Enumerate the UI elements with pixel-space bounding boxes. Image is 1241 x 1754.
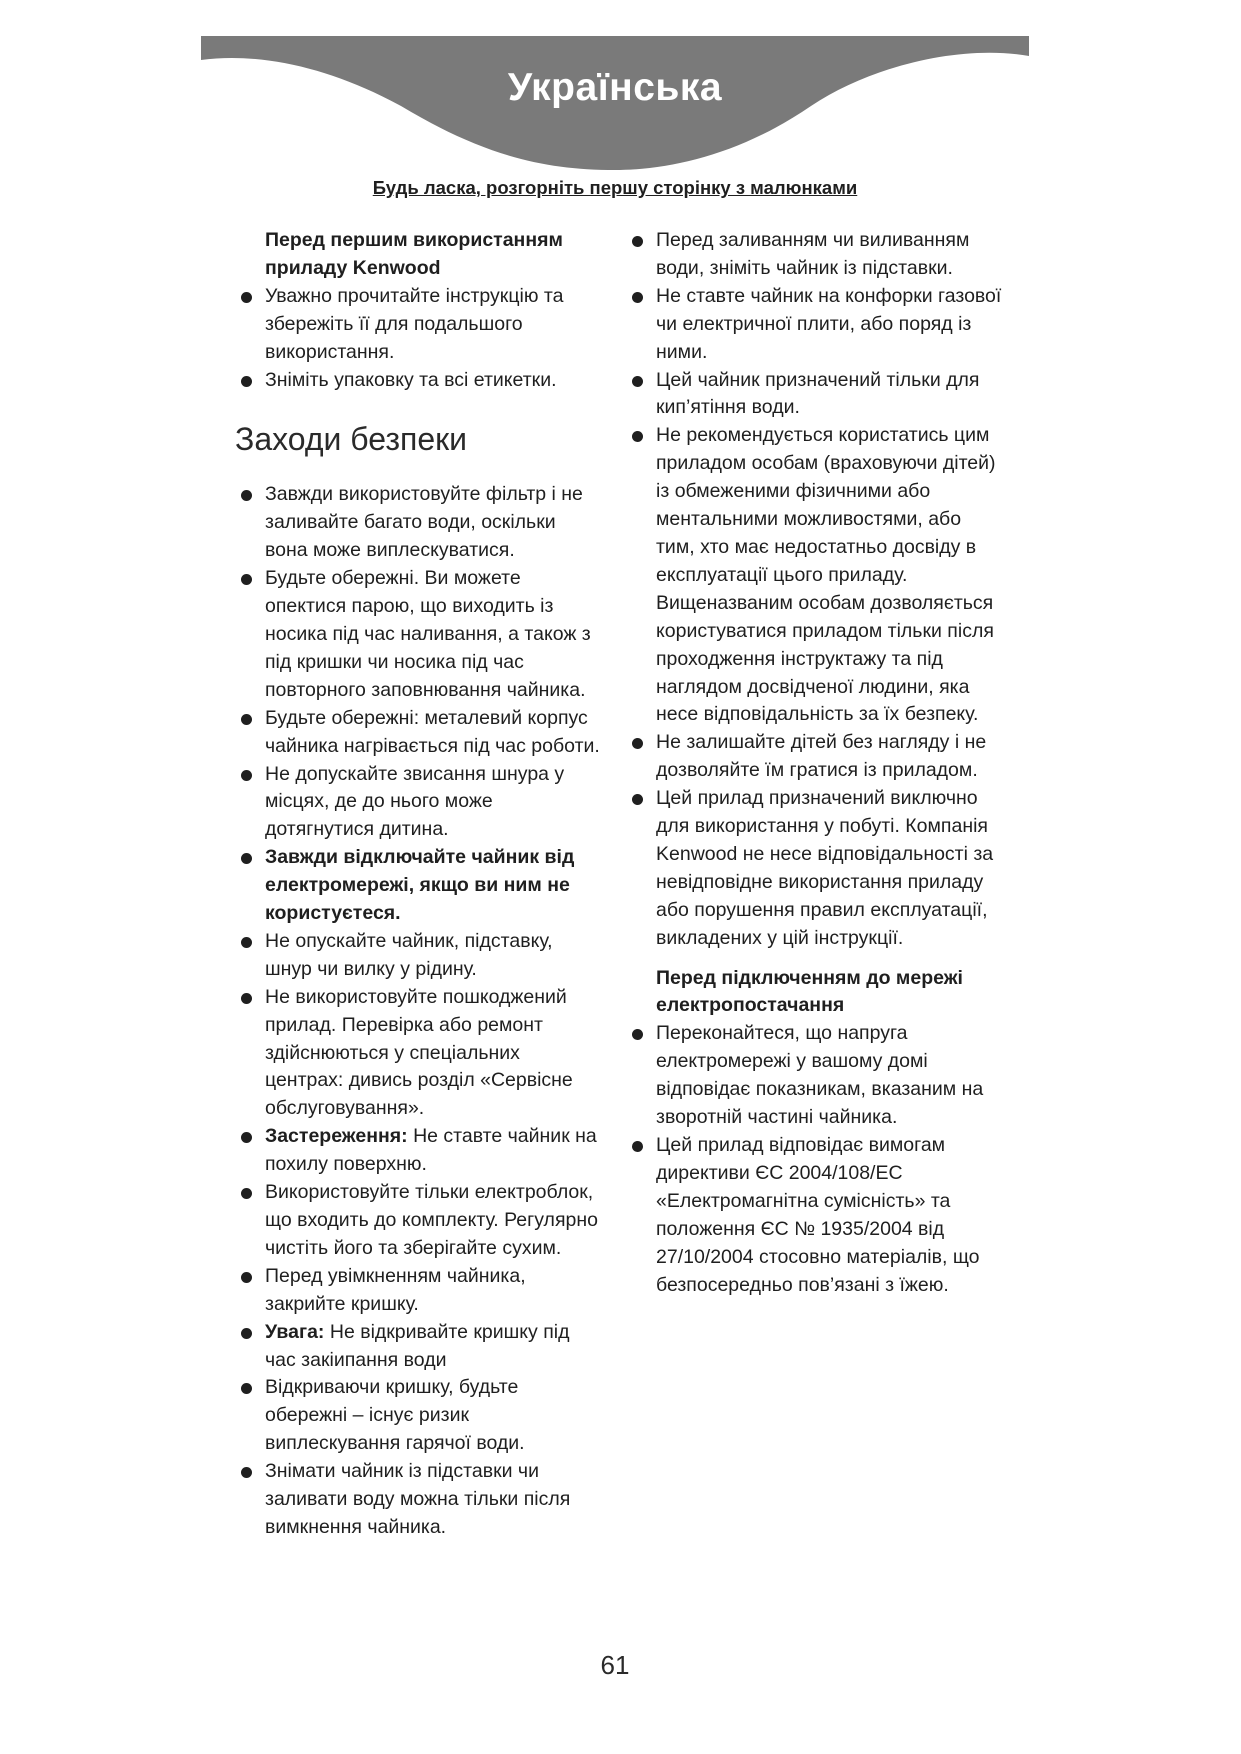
warning-label: Застереження: [265, 1125, 408, 1148]
list-item: Використовуйте тільки електроблок, що входить до комплекту. Регулярно чистіть його та зберігайте сухим. [243, 1179, 603, 1263]
spacer [634, 953, 1004, 965]
safety-title: Заходи безпеки [235, 421, 468, 458]
bullet-icon [241, 937, 252, 948]
list-item: Перед заливанням чи виливанням води, зніміть чайник із підставки. [634, 227, 1004, 283]
list-item: Не опускайте чайник, підставку, шнур чи вилку у рідину. [243, 928, 603, 984]
list-item: Відкриваючи кришку, будьте обережні – існує ризик виплескування гарячої води. [243, 1374, 603, 1458]
intro-list [243, 283, 603, 395]
right-column [634, 227, 1004, 1299]
bullet-icon [632, 1141, 643, 1152]
bullet-icon [632, 794, 643, 805]
bullet-icon [241, 376, 252, 387]
list-item: Цей прилад відповідає вимогам директиви ЄС 2004/108/ЕС «Електромагнітна сумісність» та положення ЄС № 1935/2004 від 27/10/2004 стосовно матеріалів, що безпосередньо пов’язані з їжею. [634, 1132, 1004, 1299]
power-list [634, 1020, 1004, 1299]
left-column [235, 227, 603, 1542]
bullet-icon [241, 1383, 252, 1394]
attention-label: Увага: [265, 1320, 325, 1343]
list-item: Застереження: Не ставте чайник на похилу поверхню. [243, 1123, 603, 1179]
bullet-icon [241, 574, 252, 585]
bullet-icon [241, 1272, 252, 1283]
bullet-icon [632, 738, 643, 749]
bullet-icon [632, 431, 643, 442]
bullet-icon [241, 490, 252, 501]
bullet-icon [241, 770, 252, 781]
list-item: Цей прилад призначений виключно для використання у побуті. Компанія Kenwood не несе відповідальності за невідповідне використання приладу або порушення правил експлуатації, викладених у цій інструкції. [634, 785, 1004, 952]
list-item: Цей чайник призначений тільки для кип’ятіння води. [634, 367, 1004, 423]
list-item: Будьте обережні. Ви можете опектися парою, що виходить із носика під час наливання, а також з під кришки чи носика під час повторного заповнювання чайника. [243, 565, 603, 705]
list-item: Перед увімкненням чайника, закрийте кришку. [243, 1263, 603, 1319]
list-item: Зніміть упаковку та всі етикетки. [243, 367, 603, 395]
bullet-icon [632, 236, 643, 247]
list-item: Не використовуйте пошкоджений прилад. Перевірка або ремонт здійснюються у спеціальних центрах: дивись розділ «Сервісне обслуговування». [243, 984, 603, 1124]
safety-list [243, 481, 603, 1541]
bullet-icon [632, 292, 643, 303]
bullet-icon [241, 993, 252, 1004]
list-item: Не допускайте звисання шнура у місцях, де до нього може дотягнутися дитина. [243, 761, 603, 845]
bullet-icon [241, 853, 252, 864]
list-item: Будьте обережні: металевий корпус чайника нагрівається під час роботи. [243, 705, 603, 761]
bullet-icon [241, 1467, 252, 1478]
list-item: Завжди відключайте чайник від електромережі, якщо ви ним не користуєтеся. [243, 844, 603, 928]
list-item: Знімати чайник із підставки чи заливати воду можна тільки після вимкнення чайника. [243, 1458, 603, 1542]
language-title: Українська [507, 66, 723, 109]
power-heading: Перед підключенням до мережі електропостачання [656, 966, 963, 1017]
list-item: Не рекомендується користатись цим приладом особам (враховуючи дітей) із обмеженими фізичними або ментальними можливостями, або тим, хто має недостатньо досвіду в експлуатації цього приладу. Вищеназваним особам дозволяється користуватися приладом тільки після проходження інструктажу та під наглядом досвідченої людини, яка несе відповідальність за їх безпеку. [634, 422, 1004, 729]
bullet-icon [241, 292, 252, 303]
subtitle: Будь ласка, розгорніть першу сторінку з малюнками [372, 177, 858, 198]
right-list [634, 227, 1004, 953]
bullet-icon [241, 714, 252, 725]
bullet-icon [632, 1029, 643, 1040]
intro-heading: Перед першим використанням приладу Kenwood [265, 229, 563, 279]
list-item: Увага: Не відкривайте кришку під час закіипання води [243, 1319, 603, 1375]
list-item: Уважно прочитайте інструкцію та збережіть її для подальшого використання. [243, 283, 603, 367]
list-item: Не залишайте дітей без нагляду і не дозволяйте їм гратися із приладом. [634, 729, 1004, 785]
bullet-icon [241, 1188, 252, 1199]
bullet-icon [632, 376, 643, 387]
bullet-icon [241, 1328, 252, 1339]
list-item: Не ставте чайник на конфорки газової чи електричної плити, або поряд із ними. [634, 283, 1004, 367]
list-item: Переконайтеся, що напруга електромережі у вашому домі відповідає показникам, вказаним на зворотній частині чайника. [634, 1020, 1004, 1132]
list-item: Завжди використовуйте фільтр і не заливайте багато води, оскільки вона може виплескуватися. [243, 481, 603, 565]
page-number: 61 [600, 1650, 630, 1680]
bullet-icon [241, 1132, 252, 1143]
